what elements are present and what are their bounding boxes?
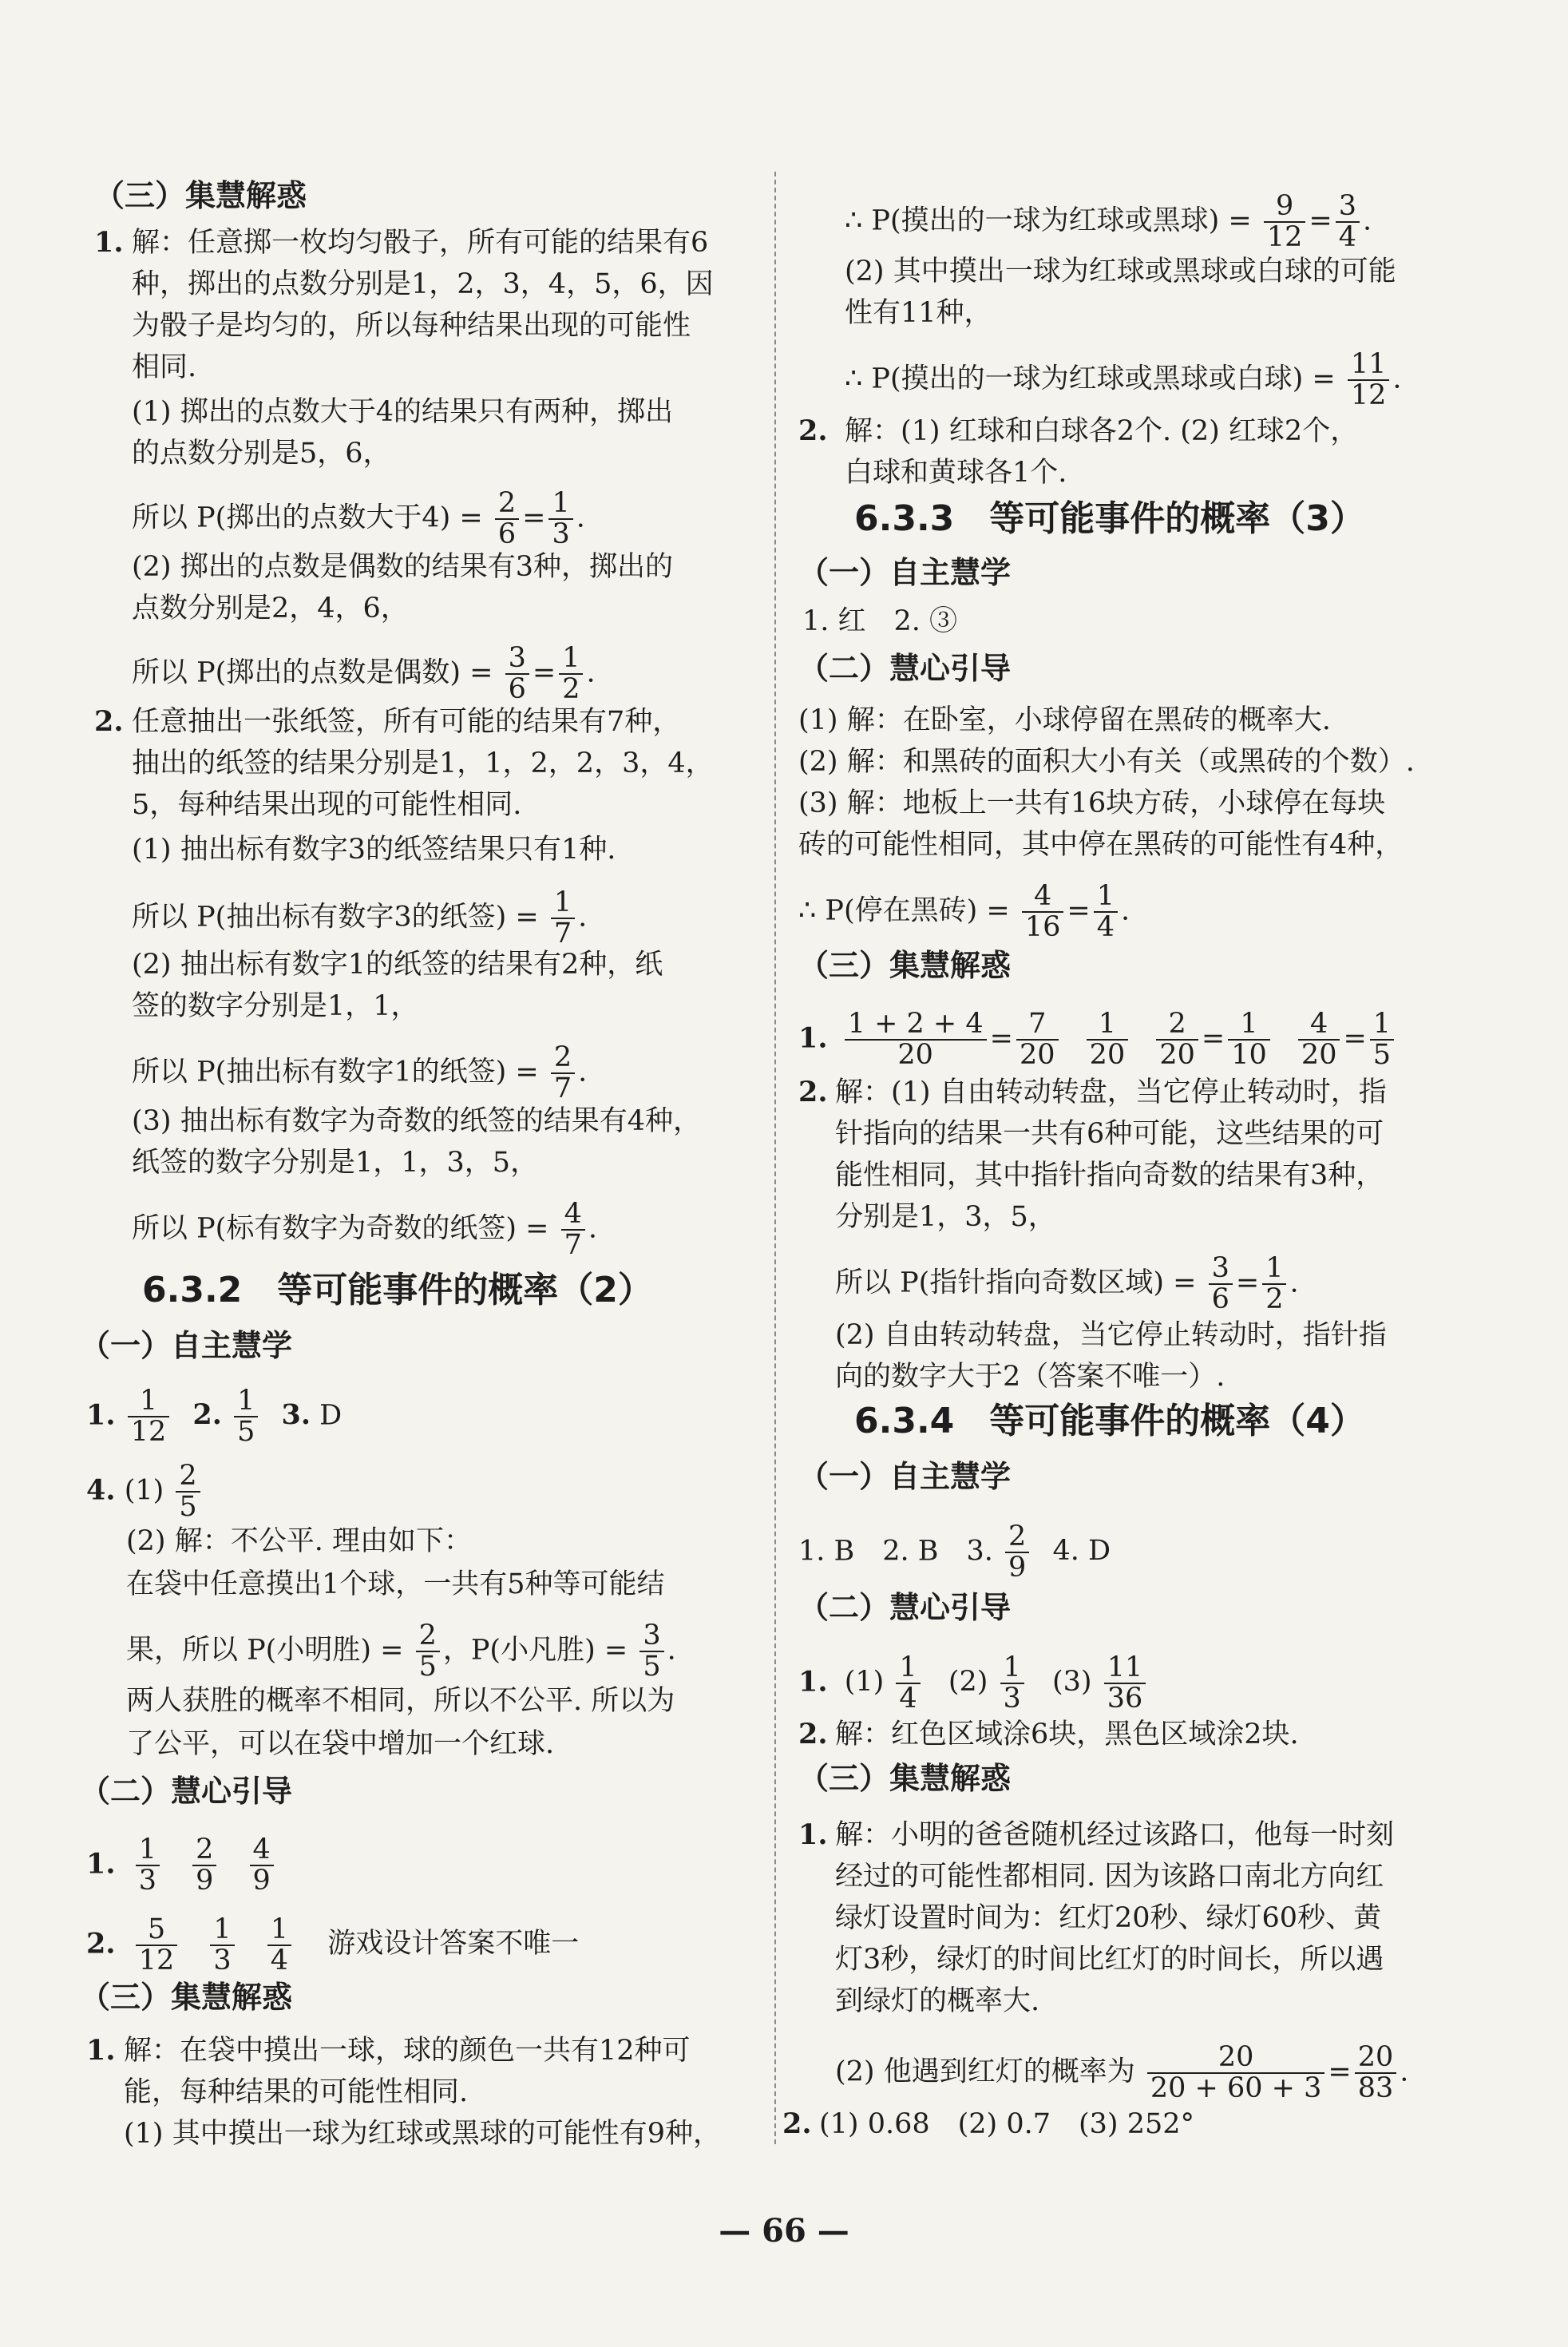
- denominator: 12: [130, 1415, 167, 1448]
- text-line: 点数分别是2，4，6，: [132, 593, 409, 624]
- fraction: [505, 644, 529, 704]
- fraction: [1370, 1009, 1394, 1070]
- text-line: (1) 解：在卧室，小球停留在黑砖的概率大.: [798, 704, 1331, 736]
- text-line: 种，掷出的点数分别是1，2，3，4，5，6，因: [132, 268, 714, 300]
- subsection-heading: 6.3.2 等可能事件的概率（2）: [142, 1270, 653, 1310]
- text-line: 签的数字分别是1，1，: [132, 990, 419, 1022]
- fraction: [1264, 192, 1306, 252]
- numerator: 2: [1156, 1009, 1198, 1041]
- question-number: 2.: [86, 1927, 116, 1960]
- text-line: 在袋中任意摸出1个球，一共有5种等可能结: [126, 1568, 665, 1600]
- formula-text: ∴ P(停在黑砖) =: [798, 894, 1010, 927]
- fraction: [176, 1461, 200, 1522]
- formula-line: ∴ P(停在黑砖) = $\frac{4}{16}$ = $\frac{1}{4}$ .: [798, 880, 1130, 943]
- fraction: [1228, 1009, 1270, 1070]
- text-line: (2) 掷出的点数是偶数的结果有3种，掷出的: [132, 551, 673, 583]
- numerator: 4: [561, 1199, 585, 1231]
- denominator: 20: [1019, 1038, 1055, 1071]
- numerator: 2: [495, 489, 519, 520]
- formula-text: 果，所以 P(小明胜) =: [126, 1634, 404, 1667]
- numerator: 20: [1147, 2043, 1325, 2074]
- fraction: [1336, 192, 1360, 252]
- numerator: 4: [250, 1835, 274, 1866]
- fraction: [1022, 882, 1064, 942]
- part-label: (2): [948, 1666, 988, 1699]
- question-number: 2.: [798, 1076, 828, 1108]
- numerator: 1: [1000, 1653, 1024, 1684]
- fraction: [1298, 1009, 1340, 1070]
- section-title: （三）集慧解惑: [798, 1761, 1012, 1796]
- formula-line: ∴ P(摸出的一球为红球或黑球) = $\frac{9}{12}$ = $\frac{3}{4}$ .: [845, 190, 1372, 253]
- formula-text: 所以 P(抽出标有数字1的纸签) =: [132, 1056, 539, 1088]
- denominator: 4: [1338, 220, 1357, 253]
- text-line: 灯3秒，绿灯的时间比红灯的时间长，所以遇: [835, 1944, 1384, 1976]
- fraction: [1355, 2043, 1397, 2103]
- formula-line: 所以 P(指针指向奇数区域) = $\frac{3}{6}$ = $\frac{1}{2}$ .: [835, 1252, 1299, 1315]
- denominator: 7: [564, 1228, 582, 1261]
- text-line: 两人获胜的概率不相同，所以不公平. 所以为: [126, 1685, 675, 1717]
- numerator: 3: [505, 644, 529, 675]
- text-line: 解：小明的爸爸随机经过该路口，他每一时刻: [835, 1819, 1395, 1851]
- text-line: (1) 0.68 (2) 0.7 (3) 252°: [819, 2108, 1195, 2140]
- denominator: 20 + 60 + 3: [1150, 2071, 1322, 2104]
- numerator: 5: [136, 1915, 178, 1946]
- denominator: 3: [552, 517, 570, 550]
- page-number: — 66 —: [719, 2212, 849, 2250]
- fraction: [561, 1199, 585, 1260]
- text-line: 5，每种结果出现的可能性相同.: [132, 789, 522, 821]
- numerator: 1: [1262, 1254, 1286, 1285]
- text-line: 相同.: [132, 351, 197, 383]
- text-line: 解：任意掷一枚均匀骰子，所有可能的结果有6: [132, 227, 709, 259]
- answer-line: [798, 1653, 1149, 1714]
- text-line: 解：(1) 红球和白球各2个. (2) 红球2个，: [845, 415, 1359, 447]
- fraction: [1147, 2043, 1325, 2103]
- numerator: 2: [551, 1043, 575, 1074]
- fraction: [1094, 882, 1118, 942]
- denominator: 7: [553, 1072, 572, 1104]
- fraction: [1262, 1254, 1286, 1314]
- fraction: [548, 489, 572, 549]
- fraction: [136, 1915, 178, 1976]
- numerator: 1: [551, 888, 575, 919]
- answer-line: [798, 1522, 1111, 1583]
- text-line: 1. 红 2. ③: [802, 605, 958, 637]
- text-line: (2) 解：和黑砖的面积大小有关（或黑砖的个数）.: [798, 746, 1415, 778]
- answer-text: 1. B 2. B 3.: [798, 1535, 993, 1568]
- part-label: (1): [124, 1474, 164, 1507]
- denominator: 5: [237, 1415, 255, 1448]
- section-title: （三）集慧解惑: [798, 948, 1012, 983]
- answer-line: [86, 1835, 277, 1896]
- section-title: （二）慧心引导: [798, 651, 1012, 686]
- denominator: 3: [1003, 1682, 1021, 1715]
- denominator: 12: [138, 1944, 175, 1976]
- answer-line: [86, 1915, 579, 1976]
- answer-value: D: [319, 1399, 343, 1432]
- text-line: 向的数字大于2（答案不唯一）.: [835, 1361, 1225, 1393]
- subsection-heading: 6.3.3 等可能事件的概率（3）: [854, 498, 1365, 539]
- denominator: 5: [1372, 1038, 1392, 1071]
- denominator: 9: [252, 1864, 271, 1897]
- text-line: 针指向的结果一共有6种可能，这些结果的可: [835, 1118, 1384, 1150]
- formula-line: (2) 他遇到红灯的概率为 $\frac{20}{20 + 60 + 3}$ = $\frac{20}{83}$ .: [835, 2041, 1409, 2104]
- answer-line: [86, 1386, 342, 1447]
- text-line: 性有11种，: [845, 297, 992, 329]
- denominator: 5: [643, 1650, 661, 1683]
- denominator: 6: [1211, 1283, 1229, 1315]
- question-number: 2.: [192, 1398, 222, 1432]
- denominator: 20: [897, 1038, 933, 1071]
- numerator: 1: [559, 644, 583, 675]
- numerator: 1: [136, 1835, 160, 1866]
- formula-text: 所以 P(掷出的点数大于4) =: [132, 502, 483, 534]
- denominator: 5: [418, 1650, 437, 1683]
- fraction: [192, 1835, 216, 1896]
- formula-text: 所以 P(指针指向奇数区域) =: [835, 1267, 1197, 1299]
- text-line: 任意抽出一张纸签，所有可能的结果有7种，: [132, 706, 681, 738]
- formula-line: 果，所以 P(小明胜) = $\frac{2}{5}$ ，P(小凡胜) = $\frac{3}{5}$ .: [126, 1620, 676, 1683]
- numerator: 2: [176, 1461, 200, 1493]
- numerator: 11: [1348, 350, 1390, 381]
- numerator: 1: [234, 1386, 258, 1417]
- question-number: 4.: [86, 1473, 116, 1507]
- fraction: [267, 1915, 291, 1976]
- denominator: 9: [196, 1864, 214, 1897]
- section-title: （一）自主慧学: [80, 1328, 293, 1363]
- fraction: [896, 1653, 920, 1714]
- denominator: 2: [562, 672, 580, 705]
- numerator: 9: [1264, 192, 1306, 223]
- fraction: [416, 1621, 440, 1682]
- text-line: 的点数分别是5，6，: [132, 438, 391, 470]
- numerator: 4: [1298, 1009, 1340, 1041]
- text-line: 解：红色区域涂6块，黑色区域涂2块.: [835, 1719, 1299, 1750]
- question-number: 1.: [86, 1847, 116, 1881]
- part-label: (3): [1051, 1666, 1092, 1699]
- text-line: 经过的可能性都相同. 因为该路口南北方向红: [835, 1861, 1384, 1893]
- question-number: 1.: [798, 1818, 828, 1851]
- answer-line: [86, 1461, 204, 1522]
- denominator: 12: [1350, 379, 1387, 411]
- denominator: 6: [508, 672, 526, 705]
- question-number: 2.: [782, 2107, 812, 2140]
- formula-line: 所以 P(抽出标有数字3的纸签) = $\frac{1}{7}$ .: [132, 886, 588, 950]
- text-line: (2) 解：不公平. 理由如下：: [126, 1525, 472, 1557]
- column-divider: [774, 172, 776, 2144]
- text-line: (2) 自由转动转盘，当它停止转动时，指针指: [835, 1319, 1387, 1351]
- text-line: (1) 抽出标有数字3的纸签结果只有1种.: [132, 834, 616, 866]
- fraction: [250, 1835, 274, 1896]
- numerator: 4: [1022, 882, 1064, 913]
- denominator: 3: [138, 1864, 156, 1897]
- fraction: [234, 1386, 258, 1447]
- numerator: 1 + 2 + 4: [845, 1009, 987, 1041]
- text-line: (2) 其中摸出一球为红球或黑球或白球的可能: [845, 256, 1396, 287]
- fraction: [128, 1386, 170, 1447]
- formula-line: ∴ P(摸出的一球为红球或黑球或白球) = $\frac{11}{12}$ .: [845, 348, 1402, 411]
- text-line: 能，每种结果的可能性相同.: [124, 2076, 469, 2108]
- formula-text: 所以 P(标有数字为奇数的纸签) =: [132, 1212, 549, 1245]
- denominator: 10: [1231, 1038, 1267, 1071]
- question-number: 1.: [798, 1665, 828, 1699]
- text-line: (3) 抽出标有数字为奇数的纸签的结果有4种，: [132, 1105, 701, 1137]
- answer-line: 1. $\frac{1 + 2 + 4}{20}$ = $\frac{7}{20}$ $\frac{1}{20}$ $\frac{2}{20}$ = $\frac{1}{10}$ $\frac{4}{20}$ = $\frac{1}{5}$: [798, 1009, 1397, 1070]
- fraction: [845, 1009, 987, 1070]
- formula-line: 所以 P(抽出标有数字1的纸签) = $\frac{2}{7}$ .: [132, 1041, 588, 1104]
- numerator: 1: [128, 1386, 170, 1417]
- text-line: 了公平，可以在袋中增加一个红球.: [126, 1728, 555, 1760]
- section-title: （三）集慧解惑: [80, 1980, 293, 2015]
- numerator: 20: [1355, 2043, 1397, 2074]
- fraction: [210, 1915, 234, 1976]
- fraction: [1016, 1009, 1059, 1070]
- denominator: 83: [1357, 2071, 1394, 2104]
- formula-text: (2) 他遇到红灯的概率为: [835, 2056, 1135, 2088]
- numerator: 3: [1209, 1254, 1233, 1285]
- subsection-heading: 6.3.4 等可能事件的概率（4）: [854, 1401, 1365, 1441]
- formula-text: ∴ P(摸出的一球为红球或黑球) =: [845, 204, 1252, 237]
- denominator: 12: [1266, 220, 1303, 253]
- formula-line: 所以 P(掷出的点数是偶数) = $\frac{3}{6}$ = $\frac{1}{2}$ .: [132, 642, 596, 705]
- formula-text: 所以 P(抽出标有数字3的纸签) =: [132, 901, 539, 934]
- numerator: 11: [1104, 1653, 1146, 1684]
- question-number: 3.: [281, 1398, 311, 1432]
- text-line: 绿灯设置时间为：红灯20秒、绿灯60秒、黄: [835, 1902, 1382, 1934]
- numerator: 1: [267, 1915, 291, 1946]
- text-line: 解：(1) 自由转动转盘，当它停止转动时，指: [835, 1076, 1387, 1108]
- numerator: 2: [1005, 1522, 1029, 1553]
- fraction: [639, 1621, 663, 1682]
- denominator: 20: [1301, 1038, 1337, 1071]
- numerator: 1: [548, 489, 572, 520]
- text-line: 砖的可能性相同，其中停在黑砖的可能性有4种，: [798, 829, 1404, 861]
- denominator: 4: [899, 1682, 917, 1715]
- text-line: 分别是1，3，5，: [835, 1201, 1056, 1233]
- numerator: 2: [416, 1621, 440, 1652]
- question-number: 2.: [798, 414, 828, 447]
- fraction: [1005, 1522, 1029, 1583]
- numerator: 1: [1087, 1009, 1129, 1041]
- question-number: 1.: [86, 1398, 116, 1432]
- formula-text: 所以 P(掷出的点数是偶数) =: [132, 656, 493, 689]
- section-title: （一）自主慧学: [798, 555, 1012, 590]
- fraction: [1209, 1254, 1233, 1314]
- numerator: 3: [639, 1621, 663, 1652]
- fraction: [1104, 1653, 1146, 1714]
- denominator: 20: [1159, 1038, 1195, 1071]
- denominator: 6: [497, 517, 517, 550]
- part-label: (1): [844, 1666, 885, 1699]
- denominator: 5: [179, 1490, 197, 1523]
- formula-line: 所以 P(掷出的点数大于4) = $\frac{2}{6}$ = $\frac{1}{3}$ .: [132, 487, 585, 550]
- text-line: (3) 解：地板上一共有16块方砖，小球停在每块: [798, 787, 1386, 819]
- text-line: 能性相同，其中指针指向奇数的结果有3种，: [835, 1160, 1384, 1191]
- numerator: 7: [1016, 1009, 1059, 1041]
- denominator: 36: [1107, 1682, 1143, 1715]
- formula-text: ，P(小凡胜) =: [442, 1634, 628, 1667]
- answer-text: 4. D: [1052, 1535, 1111, 1568]
- numerator: 1: [1228, 1009, 1270, 1041]
- question-number: 1.: [86, 2034, 116, 2067]
- numerator: 1: [896, 1653, 920, 1684]
- fraction: [1348, 350, 1390, 410]
- denominator: 4: [270, 1944, 289, 1976]
- numerator: 1: [1094, 882, 1118, 913]
- fraction: [551, 1043, 575, 1104]
- numerator: 3: [1336, 192, 1360, 223]
- note-text: 游戏设计答案不唯一: [327, 1928, 580, 1960]
- fraction: [136, 1835, 160, 1896]
- numerator: 1: [1370, 1009, 1394, 1041]
- numerator: 1: [210, 1915, 234, 1946]
- fraction: [1000, 1653, 1024, 1714]
- question-number: 2.: [798, 1718, 828, 1750]
- denominator: 20: [1089, 1038, 1126, 1071]
- denominator: 4: [1096, 910, 1115, 943]
- formula-text: ∴ P(摸出的一球为红球或黑球或白球) =: [845, 363, 1336, 395]
- fraction: [1156, 1009, 1198, 1070]
- section-title: （二）慧心引导: [798, 1590, 1012, 1625]
- formula-line: 所以 P(标有数字为奇数的纸签) = $\frac{4}{7}$ .: [132, 1198, 598, 1261]
- text-line: 到绿灯的概率大.: [835, 1985, 1040, 2017]
- section-title: （一）自主慧学: [798, 1459, 1012, 1494]
- question-number: 1.: [94, 226, 124, 259]
- text-line: 纸签的数字分别是1，1，3，5，: [132, 1147, 539, 1179]
- fraction: [551, 888, 575, 949]
- fraction: [495, 489, 519, 549]
- text-line: 解：在袋中摸出一球，球的颜色一共有12种可: [124, 2035, 691, 2067]
- text-line: 白球和黄球各1个.: [845, 457, 1067, 489]
- question-number: 1.: [798, 1021, 828, 1055]
- fraction: [1087, 1009, 1129, 1070]
- numerator: 2: [192, 1835, 216, 1866]
- denominator: 2: [1265, 1283, 1284, 1315]
- denominator: 7: [553, 917, 572, 950]
- text-line: 抽出的纸签的结果分别是1，1，2，2，3，4，: [132, 747, 714, 779]
- question-number: 2.: [94, 705, 124, 738]
- text-line: (1) 掷出的点数大于4的结果只有两种，掷出: [132, 396, 673, 428]
- fraction: [559, 644, 583, 704]
- text-line: (2) 抽出标有数字1的纸签的结果有2种，纸: [132, 949, 663, 981]
- denominator: 9: [1008, 1551, 1027, 1584]
- section-title: （二）慧心引导: [80, 1774, 293, 1809]
- section-title: （三）集慧解惑: [94, 178, 307, 213]
- denominator: 16: [1024, 910, 1061, 943]
- text-line: 为骰子是均匀的，所以每种结果出现的可能性: [132, 310, 691, 342]
- text-line: (1) 其中摸出一球为红球或黑球的可能性有9种，: [124, 2118, 721, 2150]
- denominator: 3: [213, 1944, 232, 1976]
